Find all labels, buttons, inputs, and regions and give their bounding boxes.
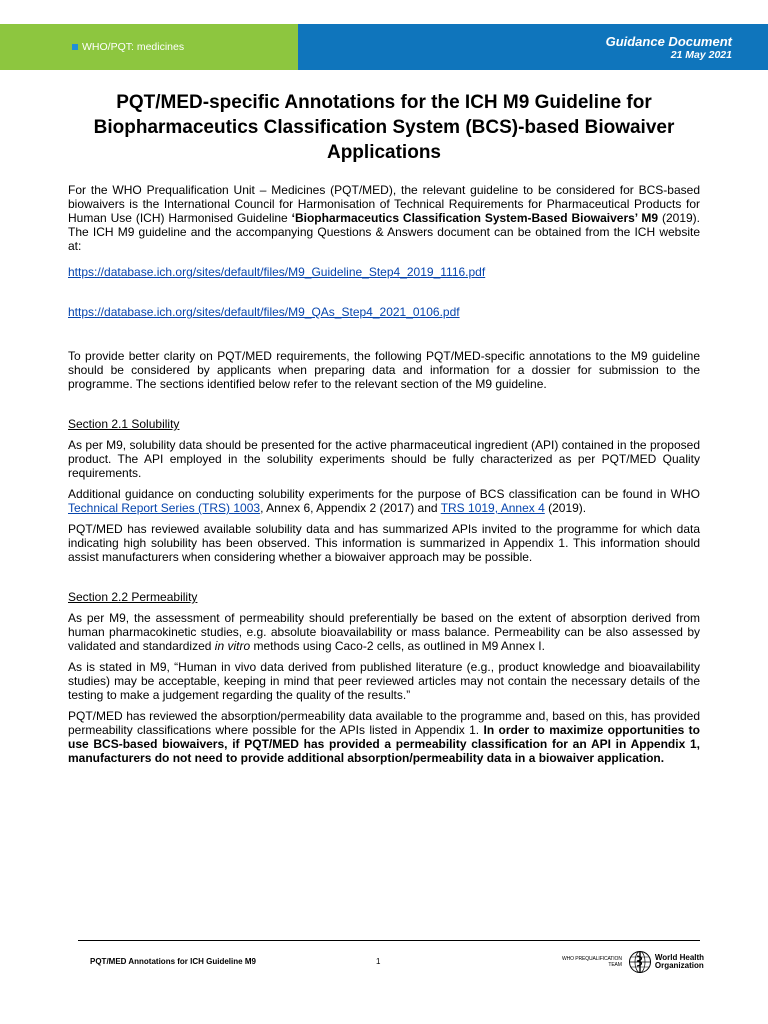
who-emblem-icon — [628, 950, 652, 974]
m9-qa-link[interactable]: https://database.ich.org/sites/default/files/M9_QAs_Step4_2021_0106.pdf — [68, 305, 460, 319]
solubility-text-b: , Annex 6, Appendix 2 (2017) and — [260, 501, 441, 515]
permeability-text-b: methods using Caco-2 cells, as outlined in M9 Annex I. — [250, 639, 545, 653]
link-paragraph-1 — [68, 265, 700, 279]
solubility-text-a: Additional guidance on conducting solubility experiments for the purpose of BCS classification can be found in WHO — [68, 487, 700, 501]
solubility-paragraph-1: As per M9, solubility data should be presented for the active pharmaceutical ingredient (API) contained in the proposed product. The API employed in the solubility experiments should be fully characterized as per PQT/MED Quality requirements. — [68, 438, 700, 480]
link-paragraph-2 — [68, 305, 700, 319]
intro-text-b: (2019). The ICH M9 guideline and the accompanying Questions & Answers document can be obtained from the ICH website at: — [68, 211, 700, 253]
footer-divider — [78, 940, 700, 941]
permeability-paragraph-3 — [68, 709, 700, 765]
permeability-text-a: As per M9, the assessment of permeability should preferentially be based on the extent of absorption derived from human pharmacokinetic studies, e.g. absolute bioavailability or mass balance. Permeability can be also assessed by validated and standardized — [68, 611, 700, 653]
square-bullet-icon — [72, 44, 78, 50]
in-vitro-term: in vitro — [214, 639, 251, 653]
document-body — [68, 183, 700, 772]
permeability-paragraph-2: As is stated in M9, “Human in vivo data derived from published literature (e.g., product knowledge and bioavailability studies) may be acceptable, keeping in mind that peer reviewed articles may not contain the necessary details of the testing to make a judgement regarding the quality of the results.” — [68, 660, 700, 702]
intro-paragraph — [68, 183, 700, 253]
footer-doc-title: PQT/MED Annotations for ICH Guideline M9 — [90, 957, 256, 966]
permeability-key-statement: In order to maximize opportunities to use BCS-based biowaivers, if PQT/MED has provided a permeability classification for an API in Appendix 1, manufacturers do not need to provide additional absorption/permeability data in a biowaiver application. — [68, 723, 700, 765]
solubility-heading: Section 2.1 Solubility — [68, 417, 180, 431]
permeability-text-c: PQT/MED has reviewed the absorption/permeability data available to the programme and, based on this, has provided permeability classifications where possible for the APIs listed in Appendix 1. — [68, 709, 700, 737]
header-program-label: WHO/PQT: medicines — [82, 41, 185, 53]
solubility-paragraph-2 — [68, 487, 700, 515]
permeability-paragraph-1 — [68, 611, 700, 653]
header-green-bar — [0, 24, 298, 70]
page-number: 1 — [376, 957, 381, 966]
trs-1003-link[interactable]: Technical Report Series (TRS) 1003 — [68, 501, 261, 515]
doc-date: 21 May 2021 — [670, 49, 732, 61]
page-title — [40, 90, 728, 165]
footer-logos — [562, 950, 704, 974]
title-line-1: PQT/MED-specific Annotations for the ICH M9 Guideline for — [116, 92, 652, 113]
permeability-heading: Section 2.2 Permeability — [68, 590, 198, 604]
intro-text-a: For the WHO Prequalification Unit – Medicines (PQT/MED), the relevant guideline to be considered for BCS-based biowaivers is the International Council for Harmonisation of Technical Requirements for Pharmaceutical Products for Human Use (ICH) Harmonised Guideline — [68, 183, 700, 225]
clarity-paragraph: To provide better clarity on PQT/MED requirements, the following PQT/MED-specific annotations to the M9 guideline should be considered by applicants when preparing data and information for a dossier for submission to the programme. The sections identified below refer to the relevant section of the M9 guideline. — [68, 349, 700, 391]
m9-guideline-link[interactable]: https://database.ich.org/sites/default/files/M9_Guideline_Step4_2019_1116.pdf — [68, 265, 486, 279]
header-blue-bar — [298, 24, 768, 70]
solubility-paragraph-3: PQT/MED has reviewed available solubility data and has summarized APIs invited to the programme for which data indicating high solubility has been observed. This information is summarized in Appendix 1. This information should assist manufacturers when considering whether a biowaiver approach may be possible. — [68, 522, 700, 564]
title-line-2: Biopharmaceutics Classification System (BCS)-based Biowaiver — [93, 117, 675, 138]
title-line-3: Applications — [326, 142, 441, 163]
who-name-logo: World Health Organization — [654, 953, 705, 970]
solubility-text-c: (2019). — [544, 501, 587, 515]
pq-team-logo: WHO PREQUALIFICATION TEAM — [562, 956, 622, 968]
doc-type-label: Guidance Document — [605, 34, 732, 49]
header-doc-info — [606, 34, 732, 62]
trs-1019-link[interactable]: TRS 1019, Annex 4 — [440, 501, 545, 515]
intro-guideline-name: ‘Biopharmaceutics Classification System-Based Biowaivers’ M9 — [291, 211, 659, 225]
